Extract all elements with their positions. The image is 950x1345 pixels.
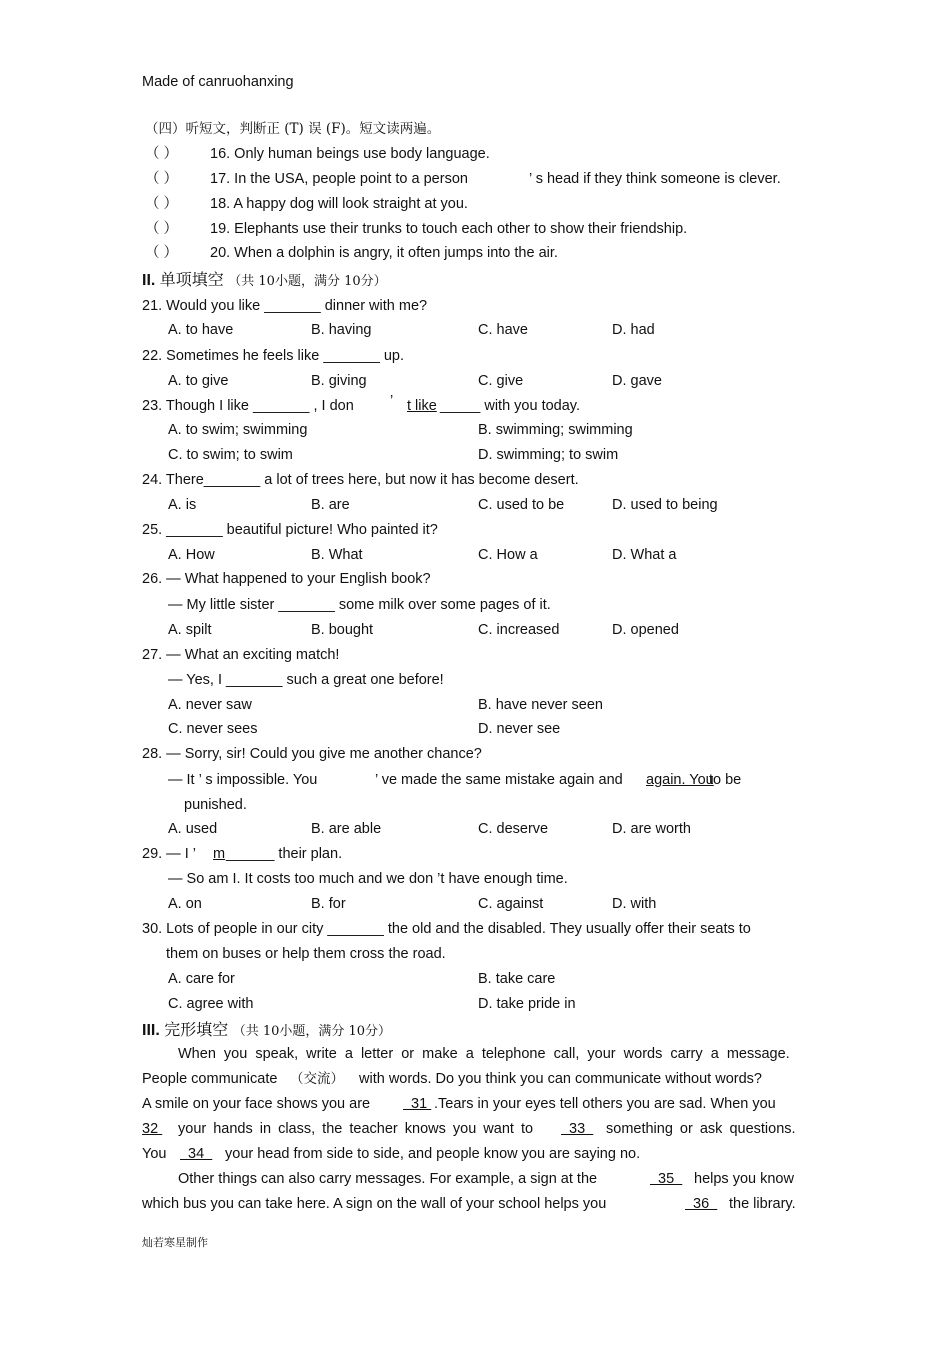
item-text-tail: ’ s head if they think someone is clever. bbox=[529, 171, 781, 187]
option-30-a: A. care for bbox=[168, 971, 235, 987]
passage-text: You bbox=[142, 1146, 167, 1162]
header-text: Made of canruohanxing bbox=[142, 74, 294, 90]
blank-32: 32 bbox=[142, 1121, 163, 1137]
blank-33: 33 bbox=[561, 1121, 594, 1137]
option-29-b: B. for bbox=[311, 896, 346, 912]
question-23-part1: 23. Though I like _______ , I don bbox=[142, 398, 354, 414]
question-28: 28. — Sorry, sir! Could you give me another chance? bbox=[142, 746, 482, 762]
option-30-c: C. agree with bbox=[168, 996, 254, 1012]
option-23-c: C. to swim; to swim bbox=[168, 447, 293, 463]
passage-text: something or ask questions. bbox=[606, 1121, 796, 1137]
section-number: II. bbox=[142, 272, 156, 289]
option-30-b: B. take care bbox=[478, 971, 556, 987]
passage-text: with words. Do you think you can communicate without words? bbox=[359, 1071, 762, 1087]
section-2-heading bbox=[142, 270, 387, 290]
option-27-c: C. never sees bbox=[168, 721, 258, 737]
option-23-b: B. swimming; swimming bbox=[478, 422, 633, 438]
option-29-a: A. on bbox=[168, 896, 202, 912]
option-24-d: D. used to being bbox=[612, 497, 718, 513]
option-29-c: C. against bbox=[478, 896, 544, 912]
option-22-c: C. give bbox=[478, 373, 524, 389]
option-22-b: B. giving bbox=[311, 373, 367, 389]
question-28-reply-part1: — It ’ s impossible. You bbox=[168, 772, 318, 788]
blank-36: 36 bbox=[685, 1196, 718, 1212]
question-23-part3: _____ with you today. bbox=[440, 398, 580, 414]
option-25-a: A. How bbox=[168, 547, 215, 563]
item-text: 17. In the USA, people point to a person bbox=[210, 171, 468, 187]
option-29-d: D. with bbox=[612, 896, 657, 912]
passage-line-1: When you speak, write a letter or make a telephone call, your words carry a message. bbox=[178, 1046, 790, 1062]
blank-31: 31 bbox=[403, 1096, 432, 1112]
question-29-part3: ______ their plan. bbox=[226, 846, 343, 862]
passage-text: A smile on your face shows you are bbox=[142, 1096, 371, 1112]
question-25: 25. _______ beautiful picture! Who painted it? bbox=[142, 522, 438, 538]
option-21-a: A. to have bbox=[168, 322, 234, 338]
section-3-heading bbox=[142, 1020, 391, 1040]
passage-text: your hands in class, the teacher knows you want to bbox=[178, 1121, 534, 1137]
question-21: 21. Would you like _______ dinner with me? bbox=[142, 298, 428, 314]
question-30-cont: them on buses or help them cross the road. bbox=[166, 946, 446, 962]
question-24: 24. There_______ a lot of trees here, but now it has become desert. bbox=[142, 472, 579, 488]
option-26-a: A. spilt bbox=[168, 622, 212, 638]
option-30-d: D. take pride in bbox=[478, 996, 576, 1012]
question-28-reply-part4: to be bbox=[709, 772, 742, 788]
option-24-b: B. are bbox=[311, 497, 350, 513]
question-28-reply-part2: ’ ve made the same mistake again and bbox=[375, 772, 623, 788]
option-25-b: B. What bbox=[311, 547, 363, 563]
blank-35: 35 bbox=[650, 1171, 683, 1187]
option-21-c: C. have bbox=[478, 322, 528, 338]
option-22-a: A. to give bbox=[168, 373, 229, 389]
option-27-a: A. never saw bbox=[168, 697, 252, 713]
option-28-c: C. deserve bbox=[478, 821, 549, 837]
option-21-d: D. had bbox=[612, 322, 655, 338]
option-26-d: D. opened bbox=[612, 622, 679, 638]
item-text: 20. When a dolphin is angry, it often jumps into the air. bbox=[210, 245, 558, 261]
option-24-c: C. used to be bbox=[478, 497, 565, 513]
passage-text: which bus you can take here. A sign on the wall of your school helps you bbox=[142, 1196, 607, 1212]
answer-paren: （ ） bbox=[145, 221, 179, 237]
passage-text: .Tears in your eyes tell others you are sad. When you bbox=[434, 1096, 776, 1112]
answer-paren: （ ） bbox=[145, 245, 179, 261]
question-29-part1: 29. — I ’ bbox=[142, 846, 196, 862]
option-23-d: D. swimming; to swim bbox=[478, 447, 619, 463]
item-text: 19. Elephants use their trunks to touch each other to show their friendship. bbox=[210, 221, 688, 237]
section-subtitle: （共 10小题，满分 10分） bbox=[232, 1024, 392, 1039]
section-title: 完形填空 bbox=[164, 1020, 229, 1039]
section-number: III. bbox=[142, 1022, 160, 1039]
passage-text: People communicate bbox=[142, 1071, 278, 1087]
footer-text: 灿若寒星制作 bbox=[142, 1236, 208, 1249]
option-24-a: A. is bbox=[168, 497, 197, 513]
option-26-b: B. bought bbox=[311, 622, 374, 638]
passage-text: your head from side to side, and people know you are saying no. bbox=[225, 1146, 641, 1162]
option-27-d: D. never see bbox=[478, 721, 561, 737]
option-23-a: A. to swim; swimming bbox=[168, 422, 308, 438]
section-subtitle: （共 10小题，满分 10分） bbox=[228, 274, 387, 289]
question-29-part2: m bbox=[213, 846, 226, 862]
option-28-a: A. used bbox=[168, 821, 218, 837]
question-30: 30. Lots of people in our city _______ the old and the disabled. They usually offer their seats to bbox=[142, 921, 751, 937]
item-text: 16. Only human beings use body language. bbox=[210, 146, 490, 162]
blank-34: 34 bbox=[180, 1146, 213, 1162]
option-21-b: B. having bbox=[311, 322, 372, 338]
option-25-c: C. How a bbox=[478, 547, 538, 563]
passage-text: the library. bbox=[729, 1196, 796, 1212]
question-28-reply-cont: punished. bbox=[184, 797, 247, 813]
question-26: 26. — What happened to your English book? bbox=[142, 571, 431, 587]
option-26-c: C. increased bbox=[478, 622, 560, 638]
question-27: 27. — What an exciting match! bbox=[142, 647, 340, 663]
option-25-d: D. What a bbox=[612, 547, 677, 563]
passage-text: Other things can also carry messages. For example, a sign at the bbox=[178, 1171, 598, 1187]
question-22: 22. Sometimes he feels like _______ up. bbox=[142, 348, 404, 364]
answer-paren: （ ） bbox=[145, 171, 179, 187]
question-28-reply-part3: again. You bbox=[646, 772, 714, 788]
passage-gloss: （交流） bbox=[290, 1071, 344, 1087]
option-28-b: B. are able bbox=[311, 821, 382, 837]
answer-paren: （ ） bbox=[145, 196, 179, 212]
answer-paren: （ ） bbox=[145, 146, 179, 162]
option-28-d: D. are worth bbox=[612, 821, 691, 837]
question-23-apostrophe: ’ bbox=[390, 393, 394, 409]
part4-heading: （四）听短文，判断正 (T) 误 (F)。短文读两遍。 bbox=[145, 121, 441, 137]
option-22-d: D. gave bbox=[612, 373, 662, 389]
passage-text: helps you know bbox=[694, 1171, 794, 1187]
question-23-part2: t like bbox=[407, 398, 437, 414]
question-26-reply: — My little sister _______ some milk over some pages of it. bbox=[168, 597, 551, 613]
option-27-b: B. have never seen bbox=[478, 697, 603, 713]
section-title: 单项填空 bbox=[159, 270, 224, 289]
item-text: 18. A happy dog will look straight at you. bbox=[210, 196, 468, 212]
question-29-reply: — So am I. It costs too much and we don ’t have enough time. bbox=[168, 871, 568, 887]
question-27-reply: — Yes, I _______ such a great one before! bbox=[168, 672, 444, 688]
